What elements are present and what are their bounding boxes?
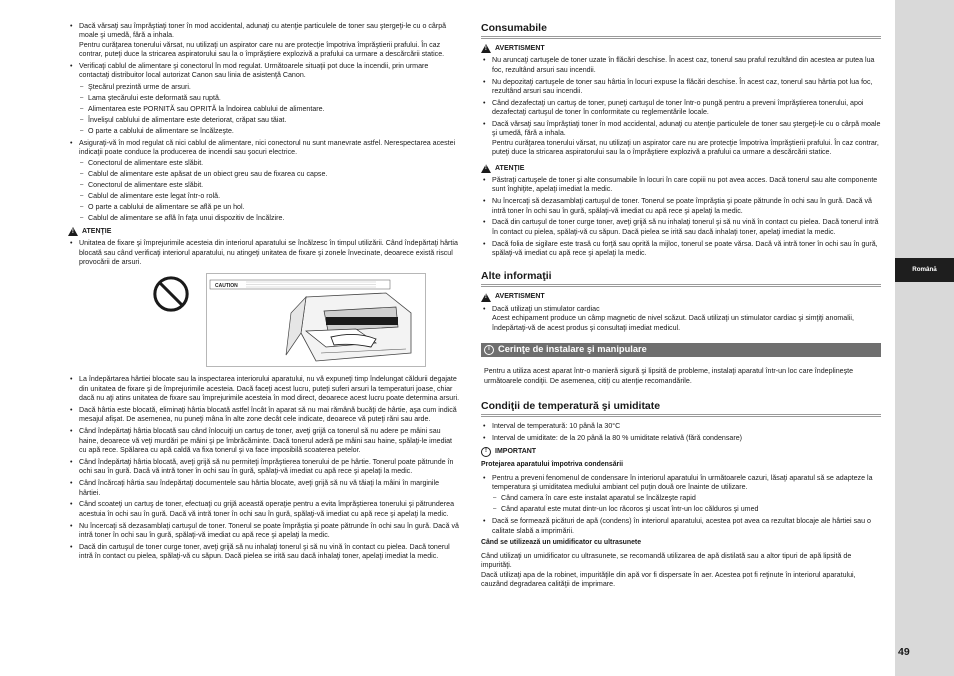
sub-list-item: – Conectorul de alimentare este slăbit. — [79, 159, 460, 168]
list-item: • Dacă din cartuşul de toner curge toner, aveţi grijă să nu inhalaţi tonerul şi să nu vină în contact cu pielea. Dacă tonerul intră în contact cu pielea, spălaţi-vă cu săpun. Dacă pielea se irită sau dacă inhalaţi toner, apelaţi imediat la medic. — [481, 218, 881, 237]
bullet-text: • Dacă utilizaţi un stimulator cardiac — [492, 304, 600, 313]
section-bar-title: Cerinţe de instalare şi manipulare — [498, 344, 647, 355]
list-item: • Nu aruncaţi cartuşele de toner uzate în flăcări deschise. În acest caz, tonerul sau praful rezultând din acestea ar putea lua foc, rezultând arsuri sau incendii. — [481, 56, 881, 75]
ultrasound-paragraph: Dacă utilizaţi apa de la robinet, impurităţile din apă vor fi dispersate în aer. Acestea pot fi reţinute în interiorul aparatului, cauzând degradarea calităţii de imprimare. — [481, 570, 856, 588]
bullet-text-extra: Pentru curăţarea tonerului vărsat, nu utilizaţi un aspirator care nu are protecţie împotriva împrăştierii prafului. În caz contrar, puteţi duce la stricarea aspiratorului sau la o împrăştiere explozivă a prafului ca urmare a descărcării statice. — [79, 40, 445, 59]
consumabile-warning-list — [481, 56, 881, 157]
sub-list-item: – Învelişul cablului de alimentare este deteriorat, crăpat sau tăiat. — [79, 116, 460, 125]
caution-label-text: ATENŢIE — [495, 164, 525, 172]
sub-list — [79, 83, 460, 136]
list-item: • Unitatea de fixare şi împrejurimile acesteia din interiorul aparatului se încălzesc în timpul utilizării. Când îndepărtaţi hârtia blocată sau când verificaţi interiorul aparatului, nu atingeţi unitatea de fixare şi zonele învecinate, deoarece există riscul provocării de arsuri. — [68, 239, 460, 267]
list-item: • Interval de temperatură: 10 până la 30°C — [481, 422, 881, 431]
warning-label-text: AVERTISMENT — [495, 45, 545, 52]
list-item — [68, 62, 460, 136]
right-column — [481, 22, 881, 589]
bullet-text: • Dacă vărsaţi sau împrăştiaţi toner în mod accidental, adunaţi cu atenţie particulele de toner sau ştergeţi-le cu o cârpă moale şi umedă, fără a inhala. — [79, 22, 447, 40]
ultrasound-paragraph: Când utilizaţi un umidificator cu ultrasunete, se recomandă utilizarea de apă distilată sau a altor tipuri de apă lipsită de impurităţi. — [481, 551, 852, 570]
caution-label-text: ATENŢIE — [82, 227, 112, 235]
list-item: • Când încărcaţi hârtia sau îndepărtaţi documentele sau hârtia blocate, aveţi grijă să nu vă tăiaţi la mâini în marginile hârtiei. — [68, 479, 460, 498]
list-item: • Dacă hârtia este blocată, eliminaţi hârtia blocată astfel încât în aparat să nu mai rămână bucăţi de hârtie, aşa cum indică mesajul afişat. De asemenea, nu puneţi mâna în alte zone decât cele indicate, deoarece vă puteţi răni sau arde. — [68, 406, 460, 425]
important-label-text: IMPORTANT — [495, 448, 537, 456]
bullet-text: • Verificaţi cablul de alimentare şi conectorul în mod regulat. Următoarele situaţii pot duce la incendii, prin urmare contactaţi distribuitor local autorizat Canon sau linia de asistenţă Canon. — [79, 62, 429, 80]
list-item: • La îndepărtarea hârtiei blocate sau la inspectarea interiorului aparatului, nu vă expuneţi timp îndelungat căldurii degajate din unitatea de fixare şi de împrejurimile acesteia. Dacă faceţi acest lucru, puteţi suferi arsuri la temperaturi joase, chiar dacă nu aţi atins unitatea de fixare sau împrejurimile acesteia în mod direct, deoarece acest lucru poate determina arsuri. — [68, 375, 460, 403]
sub-list-item: – O parte a cablului de alimentare se află pe un hol. — [79, 203, 460, 212]
list-item: • Păstraţi cartuşele de toner şi alte consumabile în locuri în care copiii nu pot avea acces. Dacă tonerul sau alte componente sunt înghiţite, apelaţi imediat la medic. — [481, 176, 881, 195]
illustration-label: CAUTION — [215, 283, 238, 290]
sub-list-item: – Cablul de alimentare este legat într-o rolă. — [79, 192, 460, 201]
sub-list-item: – Alimentarea este PORNITĂ sau OPRITĂ la îndoirea cablului de alimentare. — [79, 105, 460, 114]
important-label — [481, 447, 881, 457]
warning-triangle-icon — [481, 293, 491, 302]
section-heading-conditii: Condiţii de temperatură şi umiditate — [481, 400, 881, 417]
sub-list-item: – Cablul de alimentare se află în faţa unui dispozitiv de încălzire. — [79, 214, 460, 223]
list-item: • Când îndepărtaţi hârtia blocată, aveţi grijă să nu permiteţi împrăştierea tonerului de pe hârtie. Tonerul poate pătrunde în ochi sau în gură. Dacă vă intră toner în ochi sau în gură, spălaţi-vă imediat cu apă rece şi apelaţi la medic. — [68, 458, 460, 477]
list-item: • Nu depozitaţi cartuşele de toner sau hârtia în locuri expuse la flăcări deschise. În acest caz, tonerul sau hârtia pot lua foc, rezultând arsuri sau incendii. — [481, 78, 881, 97]
bullet-text: • Dacă vărsaţi sau împrăştiaţi toner în mod accidental, adunaţi cu atenţie particulele de toner sau ştergeţi-le cu o cârpă moale şi umedă, fără a inhala. — [492, 120, 881, 138]
warning-triangle-icon — [481, 164, 491, 173]
sub-heading: Când se utilizează un umidificator cu ultrasunete — [481, 539, 642, 547]
list-item — [481, 305, 881, 333]
prohibition-icon — [152, 275, 190, 313]
sub-heading: Protejarea aparatului împotriva condensării — [481, 461, 624, 469]
language-tab-label: Română — [912, 266, 937, 274]
sub-list-item: – O parte a cablului de alimentare se încălzeşte. — [79, 127, 460, 136]
section-bar-instalare — [481, 343, 881, 357]
sub-list-item: – Conectorul de alimentare este slăbit. — [79, 181, 460, 190]
alte-warning-list — [481, 305, 881, 333]
sub-list-item: – Cablul de alimentare este apăsat de un obiect greu sau de fixarea cu capse. — [79, 170, 460, 179]
caution-label — [68, 227, 460, 236]
left-bullets-top — [68, 22, 460, 224]
list-item: • Când dezafectaţi un cartuş de toner, puneţi cartuşul de toner într-o pungă pentru a preveni împrăştierea tonerului, apoi dezafectaţi cartuşul de toner în conformitate cu reglementările locale. — [481, 99, 881, 118]
sub-list — [79, 159, 460, 223]
list-item — [68, 139, 460, 224]
bullet-text-extra: Pentru curăţarea tonerului vărsat, nu utilizaţi un aspirator care nu are protecţie împotriva împrăştierii prafului. În caz contrar, puteţi duce la stricarea aspiratorului sau la o împrăştiere explozivă a prafului ca urmare a descărcării statice. — [492, 138, 879, 157]
illustration — [68, 273, 460, 369]
important-list — [481, 474, 881, 536]
right-sidebar — [895, 0, 954, 676]
info-circle-icon: i — [484, 345, 494, 355]
warning-label-text: AVERTISMENT — [495, 293, 545, 301]
list-item: • Nu încercaţi să dezasamblaţi cartuşul de toner. Tonerul se poate împrăştia şi poate pătrunde în ochi sau în gură. Dacă vă intră toner în ochi sau în gură, spălaţi-vă imediat cu apă rece şi apelaţi la medic. — [68, 522, 460, 541]
sub-list-item: – Ştecărul prezintă urme de arsuri. — [79, 83, 460, 92]
sub-list-item: – Lama ştecărului este deformată sau ruptă. — [79, 94, 460, 103]
list-item: • Dacă folia de sigilare este trasă cu forţă sau oprită la mijloc, tonerul se poate vărsa. Dacă vă intră toner în ochi sau în gură, spălaţi-vă imediat cu apă rece şi apelaţi la medic. — [481, 240, 881, 259]
warning-label — [481, 292, 881, 301]
language-tab[interactable] — [895, 258, 954, 282]
list-item — [481, 474, 881, 515]
caution-label — [481, 164, 881, 173]
list-item: • Dacă se formează picături de apă (condens) în interiorul aparatului, acestea pot avea ca rezultat blocaje ale hârtiei sau o calitate slabă a imprimării. — [481, 517, 881, 536]
list-item: • Nu încercaţi să dezasamblaţi cartuşul de toner. Tonerul se poate împrăştia şi poate pătrunde în ochi sau în gură. Dacă vă intră toner în ochi sau în gură, spălaţi-vă imediat cu apă rece şi apelaţi la medic. — [481, 197, 881, 216]
list-item — [68, 22, 460, 60]
sub-list-item: – Când camera în care este instalat aparatul se încălzeşte rapid — [492, 494, 881, 503]
left-column — [68, 22, 460, 564]
conditii-list — [481, 422, 881, 443]
section-heading-alte: Alte informaţii — [481, 270, 881, 287]
left-caution-list — [68, 239, 460, 267]
list-item: • Când îndepărtaţi hârtia blocată sau când înlocuiţi un cartuş de toner, aveţi grijă ca tonerul să nu adere pe mâini sau haine, deoarece vă veţi murdări pe mâini şi pe îmbrăcăminte. Dacă tonerul aderă pe mâini sau haine, spălaţi-le imediat cu apă rece. Spălarea cu apă caldă va fixa tonerul şi va face imposibilă scoaterea petelor. — [68, 427, 460, 455]
sub-list — [492, 494, 881, 514]
instalare-intro: Pentru a utiliza acest aparat într-o manieră sigură şi lipsită de probleme, instalaţi aparatul într-un loc care îndeplineşte următoarele condiţii. De asemenea, citiţi cu atenţie recomandările. — [484, 367, 854, 385]
important-icon: ! — [481, 447, 491, 457]
list-item: • Interval de umiditate: de la 20 până la 80 % umiditate relativă (fără condensare) — [481, 434, 881, 443]
printer-fixing-unit-illustration — [206, 273, 426, 367]
left-bullets-bottom — [68, 375, 460, 561]
page-number: 49 — [898, 646, 910, 658]
bullet-text: • Asiguraţi-vă în mod regulat că nici cablul de alimentare, nici conectorul nu sunt manevrate astfel. Nerespectarea acestei indicaţii poate conduce la producerea de incendii sau şocuri electrice. — [79, 138, 456, 157]
bullet-text: • Pentru a preveni fenomenul de condensare în interiorul aparatului în următoarele cazuri, lăsaţi aparatul să se adapteze la temperatura şi umiditatea mediului ambiant cel puţin două ore înainte de utilizare. — [492, 473, 873, 491]
list-item: • Dacă din cartuşul de toner curge toner, aveţi grijă să nu inhalaţi tonerul şi să nu vină în contact cu pielea. Dacă tonerul intră în contact cu pielea, spălaţi-vă cu săpun. Dacă pielea se irită sau dacă inhalaţi toner, apelaţi imediat la medic. — [68, 543, 460, 562]
bullet-text-extra: Acest echipament produce un câmp magnetic de nivel scăzut. Dacă utilizaţi un stimulator cardiac şi simţiţi anomalii, îndepărtaţi-vă de acest produs şi consultaţi imediat medicul. — [492, 314, 854, 332]
list-item: • Când scoateţi un cartuş de toner, efectuaţi cu grijă această operaţie pentru a evita împrăştierea tonerului şi pătrunderea acestuia în ochi sau în gură. Dacă vă intră toner în ochi sau în gură, spălaţi-vă imediat cu apă rece şi apelaţi la medic. — [68, 500, 460, 519]
consumabile-caution-list — [481, 176, 881, 258]
list-item — [481, 120, 881, 158]
warning-triangle-icon — [68, 227, 78, 236]
sub-list-item: – Când aparatul este mutat dintr-un loc răcoros şi uscat într-un loc călduros şi umed — [492, 505, 881, 514]
section-heading-consumabile: Consumabile — [481, 22, 881, 39]
warning-label — [481, 44, 881, 53]
warning-triangle-icon — [481, 44, 491, 53]
